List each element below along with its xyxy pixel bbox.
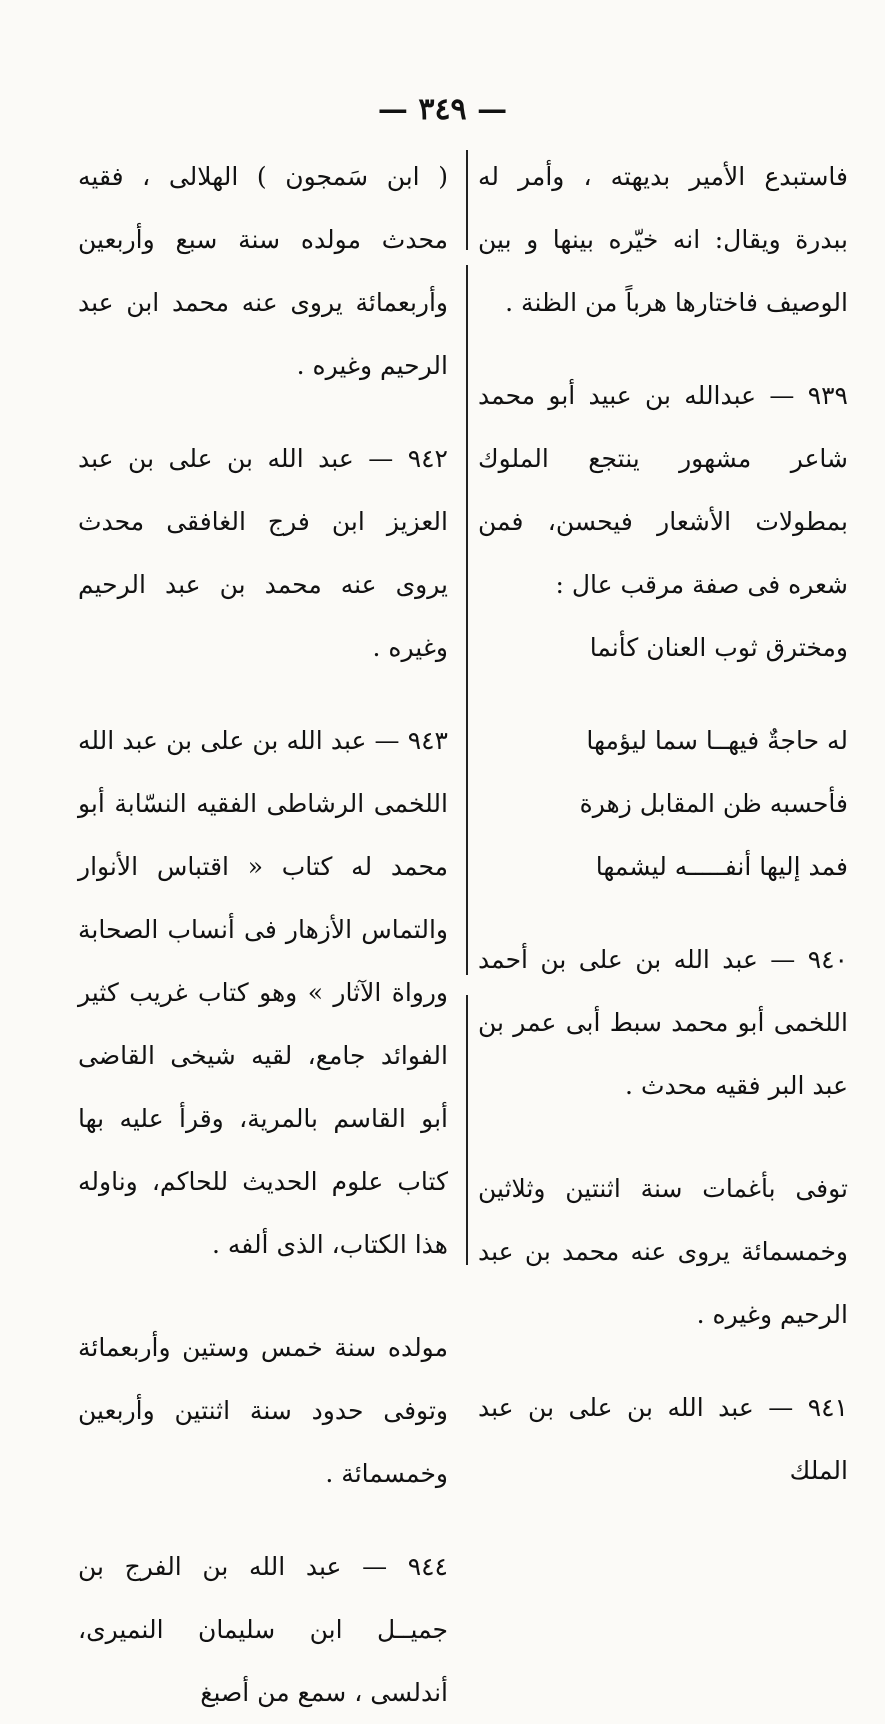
verse-line: له حاجةٌ فيهــا سما ليؤمها	[586, 726, 848, 755]
entry-943: ٩٤٣ — عبد الله بن على بن عبد الله اللخمى الرشاطى الفقيه النسّابة أبو محمد له كتاب « اقتباس الأنوار والتماس الأزهار فى أنساب الصحابة ورواة الآثار » وهو كتاب غريب كثير الفوائد جامع، لقيه شيخى القاضى أبو القاسم بالمرية، وقرأ عليه بها كتاب علوم الحديث للحاكم، وناوله هذا الكتاب، الذى ألفه .	[78, 726, 448, 1259]
paragraph: توفى بأغمات سنة اثنتين وثلاثين وخمسمائة يروى عنه محمد بن عبد الرحيم وغيره .	[478, 1174, 848, 1329]
paragraph: ( ابن سَمجون ) الهلالى ، فقيه محدث مولده سنة سبع وأربعين وأربعمائة يروى عنه محمد ابن عبد الرحيم وغيره .	[78, 162, 448, 380]
column-divider	[466, 150, 468, 250]
verse-line: ومخترق ثوب العنان كأنما	[589, 633, 848, 662]
entry-941: ٩٤١ — عبد الله بن على بن عبد الملك	[478, 1393, 848, 1485]
paragraph: فاستبدع الأمير بديهته ، وأمر له ببدرة ويقال: انه خيّره بينها و بين الوصيف فاختارها هرباً من الظنة .	[478, 162, 848, 317]
entry-940: ٩٤٠ — عبد الله بن على بن أحمد اللخمى أبو محمد سبط أبى عمر بن عبد البر فقيه محدث .	[478, 945, 848, 1100]
page-number: — ٣٤٩ —	[377, 92, 508, 127]
entry-944: ٩٤٤ — عبد الله بن الفرج بن جميــل ابن سليمان النميرى، أندلسى ، سمع من أصبغ	[78, 1552, 448, 1707]
right-column	[478, 145, 848, 1502]
entry-942: ٩٤٢ — عبد الله بن على بن عبد العزيز ابن فرج الغافقى محدث يروى عنه محمد بن عبد الرحيم وغيره .	[78, 444, 448, 662]
left-column	[78, 145, 448, 1724]
paragraph: مولده سنة خمس وستين وأربعمائة وتوفى حدود سنة اثنتين وأربعين وخمسمائة .	[78, 1333, 448, 1488]
column-divider	[466, 995, 468, 1265]
entry-939: ٩٣٩ — عبدالله بن عبيد أبو محمد شاعر مشهور ينتجع الملوك بمطولات الأشعار فيحسن، فمن شعره فى صفة مرقب عال :	[478, 381, 848, 599]
column-divider	[466, 265, 468, 975]
verse-line: فأحسبه ظن المقابل زهرة	[579, 789, 848, 818]
verse-line: فمد إليها أنفـــــه ليشمها	[595, 852, 848, 881]
